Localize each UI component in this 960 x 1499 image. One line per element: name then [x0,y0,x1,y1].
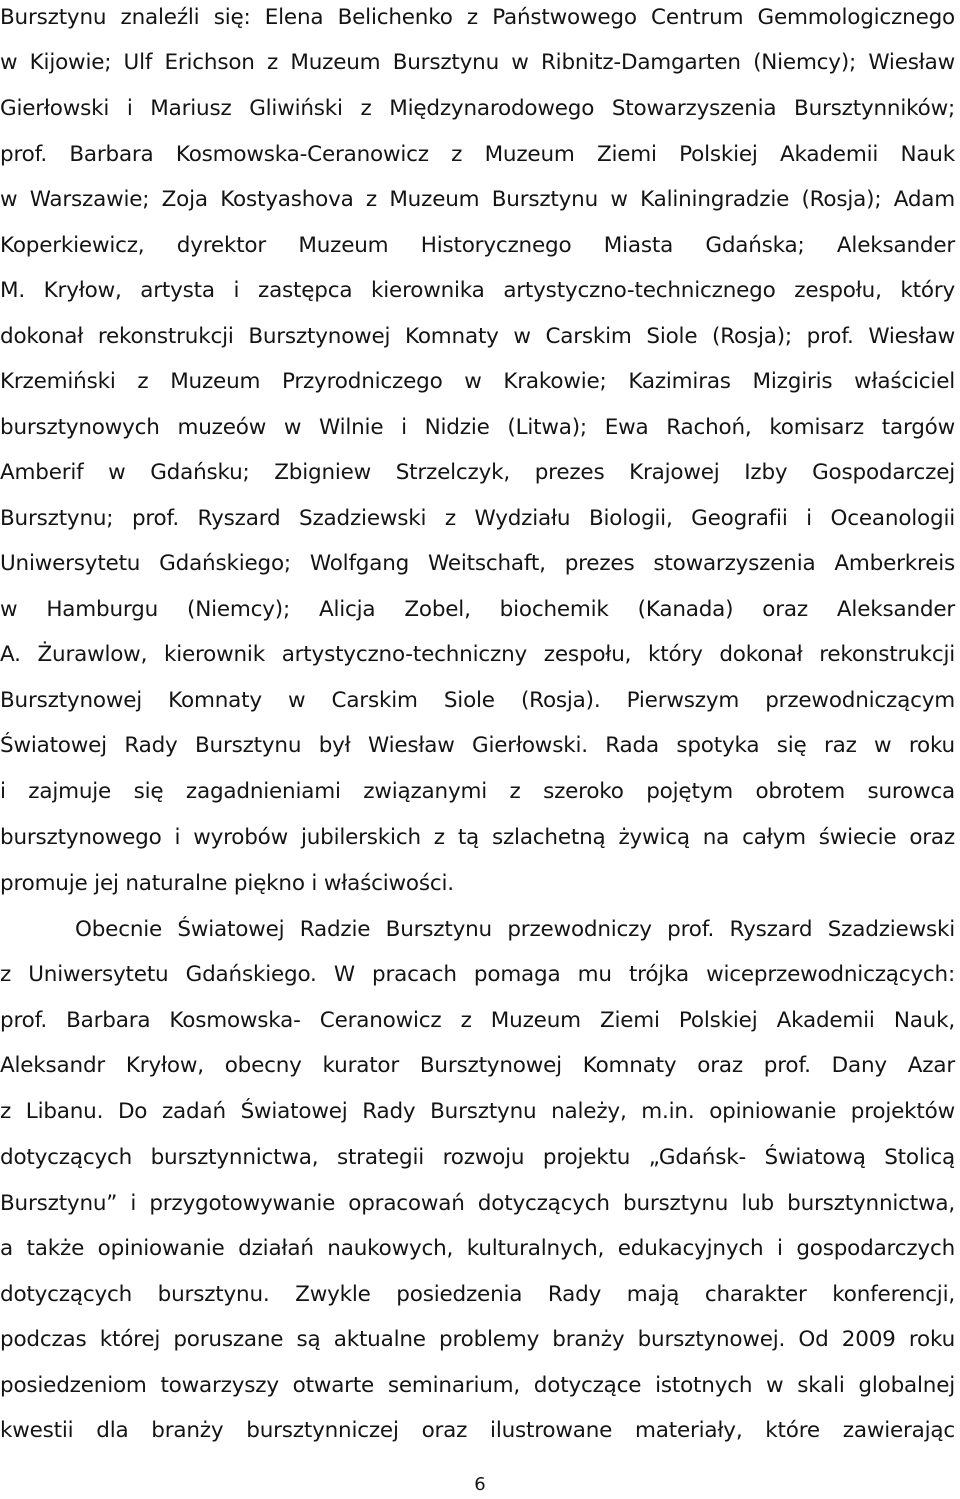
text-line: w Kijowie; Ulf Erichson z Muzeum Bursztynu w Ribnitz-Damgarten (Niemcy); Wiesław [0,50,955,75]
page-number: 6 [474,1474,486,1495]
text-line: Bursztynu znaleźli się: Elena Belichenko z Państwowego Centrum Gemmologicznego [0,5,955,30]
text-line: Amberif w Gdańsku; Zbigniew Strzelczyk, prezes Krajowej Izby Gospodarczej [0,460,955,485]
text-line: z Libanu. Do zadań Światowej Rady Bursztynu należy, m.in. opiniowanie projektów [0,1099,955,1124]
text-line: Krzemiński z Muzeum Przyrodniczego w Krakowie; Kazimiras Mizgiris właściciel [0,369,955,394]
text-line: dotyczących bursztynu. Zwykle posiedzenia Rady mają charakter konferencji, [0,1282,955,1307]
text-line: Uniwersytetu Gdańskiego; Wolfgang Weitschaft, prezes stowarzyszenia Amberkreis [0,551,955,576]
text-line: bursztynowego i wyrobów jubilerskich z tą szlachetną żywicą na całym świecie oraz [0,825,955,850]
text-line: a także opiniowanie działań naukowych, kulturalnych, edukacyjnych i gospodarczych [0,1236,955,1261]
text-line: Bursztynu; prof. Ryszard Szadziewski z Wydziału Biologii, Geografii i Oceanologii [0,506,955,531]
text-line: Koperkiewicz, dyrektor Muzeum Historycznego Miasta Gdańska; Aleksander [0,233,955,258]
text-line: prof. Barbara Kosmowska- Ceranowicz z Muzeum Ziemi Polskiej Akademii Nauk, [0,1008,955,1033]
text-line: A. Żurawlow, kierownik artystyczno-techniczny zespołu, który dokonał rekonstrukcji [0,642,955,667]
text-line: Bursztynowej Komnaty w Carskim Siole (Rosja). Pierwszym przewodniczącym [0,688,955,713]
text-line: i zajmuje się zagadnieniami związanymi z szeroko pojętym obrotem surowca [0,779,955,804]
text-line: Obecnie Światowej Radzie Bursztynu przewodniczy prof. Ryszard Szadziewski [75,917,955,942]
text-line: Aleksandr Kryłow, obecny kurator Bursztynowej Komnaty oraz prof. Dany Azar [0,1053,955,1078]
text-line: posiedzeniom towarzyszy otwarte seminarium, dotyczące istotnych w skali globalnej [0,1373,955,1398]
text-line: kwestii dla branży bursztynniczej oraz ilustrowane materiały, które zawierając [0,1418,955,1443]
text-line: bursztynowych muzeów w Wilnie i Nidzie (Litwa); Ewa Rachoń, komisarz targów [0,415,955,440]
text-line: M. Kryłow, artysta i zastępca kierownika artystyczno-technicznego zespołu, który [0,278,955,303]
text-line: w Hamburgu (Niemcy); Alicja Zobel, biochemik (Kanada) oraz Aleksander [0,597,955,622]
text-line: Światowej Rady Bursztynu był Wiesław Gierłowski. Rada spotyka się raz w roku [0,733,955,758]
text-line: promuje jej naturalne piękno i właściwości. [0,871,454,896]
text-line: dokonał rekonstrukcji Bursztynowej Komnaty w Carskim Siole (Rosja); prof. Wiesław [0,324,955,349]
text-line: prof. Barbara Kosmowska-Ceranowicz z Muzeum Ziemi Polskiej Akademii Nauk [0,142,955,167]
text-line: dotyczących bursztynnictwa, strategii rozwoju projektu „Gdańsk- Światową Stolicą [0,1145,955,1170]
text-line: w Warszawie; Zoja Kostyashova z Muzeum Bursztynu w Kaliningradzie (Rosja); Adam [0,187,955,212]
text-line: z Uniwersytetu Gdańskiego. W pracach pomaga mu trójka wiceprzewodniczących: [0,962,955,987]
text-line: Gierłowski i Mariusz Gliwiński z Międzynarodowego Stowarzyszenia Bursztynników; [0,96,955,121]
text-line: podczas której poruszane są aktualne problemy branży bursztynowej. Od 2009 roku [0,1327,955,1352]
text-line: Bursztynu” i przygotowywanie opracowań dotyczących bursztynu lub bursztynnictwa, [0,1191,955,1216]
